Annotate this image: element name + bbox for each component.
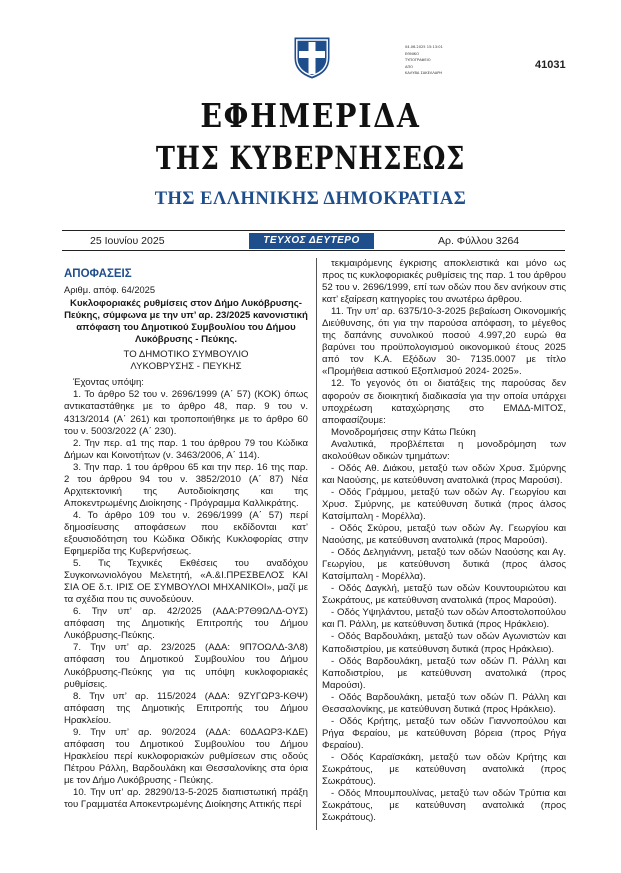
- decision-number: Αριθμ. απόφ. 64/2025: [64, 285, 156, 296]
- paragraph: 3. Την παρ. 1 του άρθρου 65 και την περ. 16 της παρ. 2 του άρθρου 94 του ν. 3852/2010 (Α΄ 87) Νέα Αρχιτεκτονική της Αυτοδιοίκησης και της Αποκεντρωμένης Διοίκησης - Πρόγραμμα Καλλικράτης.: [64, 461, 308, 509]
- stamp-line: ΑΠΟ: [405, 64, 413, 69]
- stamp-line: ΤΥΠΟΓΡΑΦΕΙΟ: [405, 58, 431, 63]
- issuing-authority: ΤΟ ΔΗΜΟΤΙΚΟ ΣΥΜΒΟΥΛΙΟ ΛΥΚΟΒΡΥΣΗΣ - ΠΕΥΚΗΣ: [123, 349, 249, 373]
- paragraph: - Οδός Υψηλάντου, μεταξύ των οδών Αποστολοπούλου και Π. Ράλλη, με κατεύθυνση δυτικά (προς Ηράκλειο).: [322, 607, 566, 631]
- stamp-line: ΕΘΝΙΚΟ: [405, 51, 420, 56]
- right-column: [322, 258, 566, 824]
- paragraph: - Οδός Βαρδουλάκη, μεταξύ των οδών Π. Ράλλη και Καποδιστρίου, με κατεύθυνση ανατολικά (προς Μαρούσι).: [322, 655, 566, 691]
- paragraph: Έχοντας υπόψη:: [73, 377, 144, 389]
- paragraph: 2. Την περ. α1 της παρ. 1 του άρθρου 79 του Κώδικα Δήμων και Κοινοτήτων (ν. 3463/2006, Α΄ 114).: [64, 437, 308, 461]
- paragraph: - Οδός Γράμμου, μεταξύ των οδών Αγ. Γεωργίου και Χρυσ. Σμύρνης, με κατεύθυνση δυτικά (προς άλσος Κατσίμπαλη - Μορέλλα).: [322, 486, 566, 522]
- issue-badge: ΤΕΥΧΟΣ ΔΕΥΤΕΡΟ: [249, 233, 374, 249]
- header-bottom-rule: [62, 250, 565, 251]
- stamp-line: ΚΑΛΥΒΑ ΣΑΚΕΛΛΑΡΗ: [405, 71, 443, 76]
- paragraph: - Οδός Σκύρου, μεταξύ των οδών Αγ. Γεωργίου και Ναούσης, με κατεύθυνση ανατολικά (προς Μαρούσι).: [322, 523, 566, 547]
- sheet-number: Αρ. Φύλλου 3264: [438, 235, 520, 247]
- paragraph: Αναλυτικά, προβλέπεται η μονοδρόμηση των ακολούθων οδικών τμημάτων:: [322, 438, 566, 462]
- header-top-rule: [62, 230, 565, 231]
- gazette-subtitle: ΤΗΣ ΕΛΛΗΝΙΚΗΣ ΔΗΜΟΚΡΑΤΙΑΣ: [154, 189, 467, 209]
- paragraph: τεκμαιρόμενης έγκρισης αποκλειστικά και μόνο ως προς τις κυκλοφοριακές ρυθμίσεις της παρ. 1 του άρθρου 52 του ν. 2696/1999, επί των οδών που δεν ανήκουν στις κατ’ εξαίρεση κατηγορίες του ανωτέρω άρθρου.: [322, 258, 566, 306]
- paragraph: - Οδός Δεληγιάννη, μεταξύ των οδών Ναούσης και Αγ. Γεωργίου, με κατεύθυνση δυτικά (προς άλσος Κατσίμπαλη - Μορέλλα).: [322, 547, 566, 583]
- gazette-title-line2: ΤΗΣ ΚΥΒΕΡΝΗΣΕΩΣ: [155, 139, 466, 177]
- paragraph: - Οδός Καραϊσκάκη, μεταξύ των οδών Κρήτης και Σωκράτους, με κατεύθυνση ανατολικά (προς Σωκράτους).: [322, 751, 566, 788]
- gazette-title-line1: ΕΦΗΜΕΡΙΔΑ: [200, 96, 421, 135]
- paragraph: - Οδός Βαρδουλάκη, μεταξύ των οδών Π. Ράλλη και Θεσσαλονίκης, με κατεύθυνση δυτικά (προς Ηράκλειο).: [322, 691, 566, 715]
- paragraph: 4. Το άρθρο 109 του ν. 2696/1999 (Α΄ 57) περί δημοσίευσης αποφάσεων που εκδίδονται κατ’ εξουσιοδότηση του Κώδικα Οδικής Κυκλοφορίας στην Εφημερίδα της Κυβερνήσεως.: [64, 509, 308, 558]
- paragraph: 7. Την υπ’ αρ. 23/2025 (ΑΔΑ: 9Π7ΟΩΛΔ-3Λ8) απόφαση του Δημοτικού Συμβουλίου του Δήμου Λυκόβρυσης-Πεύκης για τις υπόψη κυκλοφοριακές ρυθμίσεις.: [64, 642, 308, 690]
- left-column: [64, 258, 308, 811]
- paragraph: 12. Το γεγονός ότι οι διατάξεις της παρούσας δεν αφορούν σε διοικητική διαδικασία για την οποία υπάρχει υποχρέωση καταχώρησης στο ΕΜΔΔ-ΜΙΤΟΣ, αποφασίζουμε:: [322, 378, 566, 426]
- column-divider: [316, 258, 317, 830]
- paragraph: - Οδός Βαρδουλάκη, μεταξύ των οδών Αγωνιστών και Καποδιστρίου, με κατεύθυνση δυτικά (προς Ηράκλειο).: [322, 631, 566, 655]
- paragraph: 5. Τις Τεχνικές Εκθέσεις του αναδόχου Συγκοινωνιολόγου Μελετητή, «Α.&Ι.ΠΡΕΣΒΕΛΟΣ ΚΑΙ ΣΙΑ ΟΕ δ.τ. ΙΡΙΣ ΟΕ ΣΥΜΒΟΥΛΟΙ ΜΗΧΑΝΙΚΟΙ», μαζί με τα σχέδια που τις συνοδεύουν.: [64, 558, 308, 606]
- paragraph: 9. Την υπ’ αρ. 90/2024 (ΑΔΑ: 60ΔΑΩΡ3-ΚΔΕ) απόφαση του Δημοτικού Συμβουλίου του Δήμου Ηρακλείου περί κυκλοφοριακών ρυθμίσεων στις οδούς Πέτρου Ράλλη, Βαρδουλάκη και Θεσσαλονίκης στα όρια με τον Δήμο Λυκόβρυσης - Πεύκης.: [64, 726, 308, 786]
- paragraph: - Οδός Δαγκλή, μεταξύ των οδών Κουντουριώτου και Σωκράτους, με κατεύθυνση ανατολικά (προς Μαρούσι).: [322, 583, 566, 607]
- decision-summary: Κυκλοφοριακές ρυθμίσεις στον Δήμο Λυκόβρυσης-Πεύκης, σύμφωνα με την υπ’ αρ. 23/2025 κανονιστική απόφαση του Δημοτικού Συμβουλίου του Δήμου Λυκόβρυσης - Πεύκης.: [64, 298, 308, 346]
- section-heading: ΑΠΟΦΑΣΕΙΣ: [64, 268, 132, 280]
- stamp-line: 04.06.2025 15:13:01: [405, 45, 443, 49]
- paragraph: Μονοδρομήσεις στην Κάτω Πεύκη: [331, 426, 476, 438]
- paragraph: 1. Το άρθρο 52 του ν. 2696/1999 (Α΄ 57) (ΚΟΚ) όπως αντικαταστάθηκε με το άρθρο 48, παρ. 9 του ν. 4313/2014 (Α΄ 261) και τροποποιήθηκε με το άρθρο 60 του ν. 5003/2022 (Α΄ 230).: [64, 389, 308, 437]
- paragraph: 10. Την υπ’ αρ. 28290/13-5-2025 διαπιστωτική πράξη του Γραμματέα Αποκεντρωμένης Διοίκησης Αττικής περί: [64, 786, 308, 811]
- paragraph: 6. Την υπ’ αρ. 42/2025 (ΑΔΑ:Ρ7Θ9ΩΛΔ-ΟΥΣ) απόφαση της Δημοτικής Επιτροπής του Δήμου Λυκόβρυσης-Πεύκης.: [64, 606, 308, 642]
- paragraph: - Οδός Κρήτης, μεταξύ των οδών Γιαννοπούλου και Ρήγα Φεραίου, με κατεύθυνση βόρεια (προς Ρήγα Φεραίου).: [322, 715, 566, 751]
- greek-coat-of-arms-icon: [291, 36, 333, 80]
- issue-date: 25 Ιουνίου 2025: [90, 235, 165, 247]
- paragraph: 8. Την υπ’ αρ. 115/2024 (ΑΔΑ: 9ΖΥΓΩΡ3-ΚΘΨ) απόφαση της Δημοτικής Επιτροπής του Δήμου Ηρακλείου.: [64, 690, 308, 726]
- digital-signature-stamp: [405, 44, 443, 77]
- paragraph: 11. Την υπ’ αρ. 6375/10-3-2025 βεβαίωση Οικονομικής Διεύθυνσης, ότι για την παρούσα απόφαση, το μέγεθος της δαπάνης συνολικού ποσού 4.997,20 ευρώ θα βαρύνει του προϋπολογισμού οικονομικού έτους 2025 από τον Κ.Α. Εξόδων 30- 7135.0007 με τίτλο «Προμήθεια αστικού Εξοπλισμού 2024- 2025».: [322, 306, 566, 378]
- page-number: 41031: [535, 59, 566, 71]
- paragraph: - Οδός Αθ. Διάκου, μεταξύ των οδών Χρυσ. Σμύρνης και Ναούσης, με κατεύθυνση ανατολικά (προς Μαρούσι).: [322, 462, 566, 486]
- paragraph: - Οδός Μπουμπουλίνας, μεταξύ των οδών Τρύπια και Σωκράτους, με κατεύθυνση ανατολικά (προς Σωκράτους).: [322, 788, 566, 824]
